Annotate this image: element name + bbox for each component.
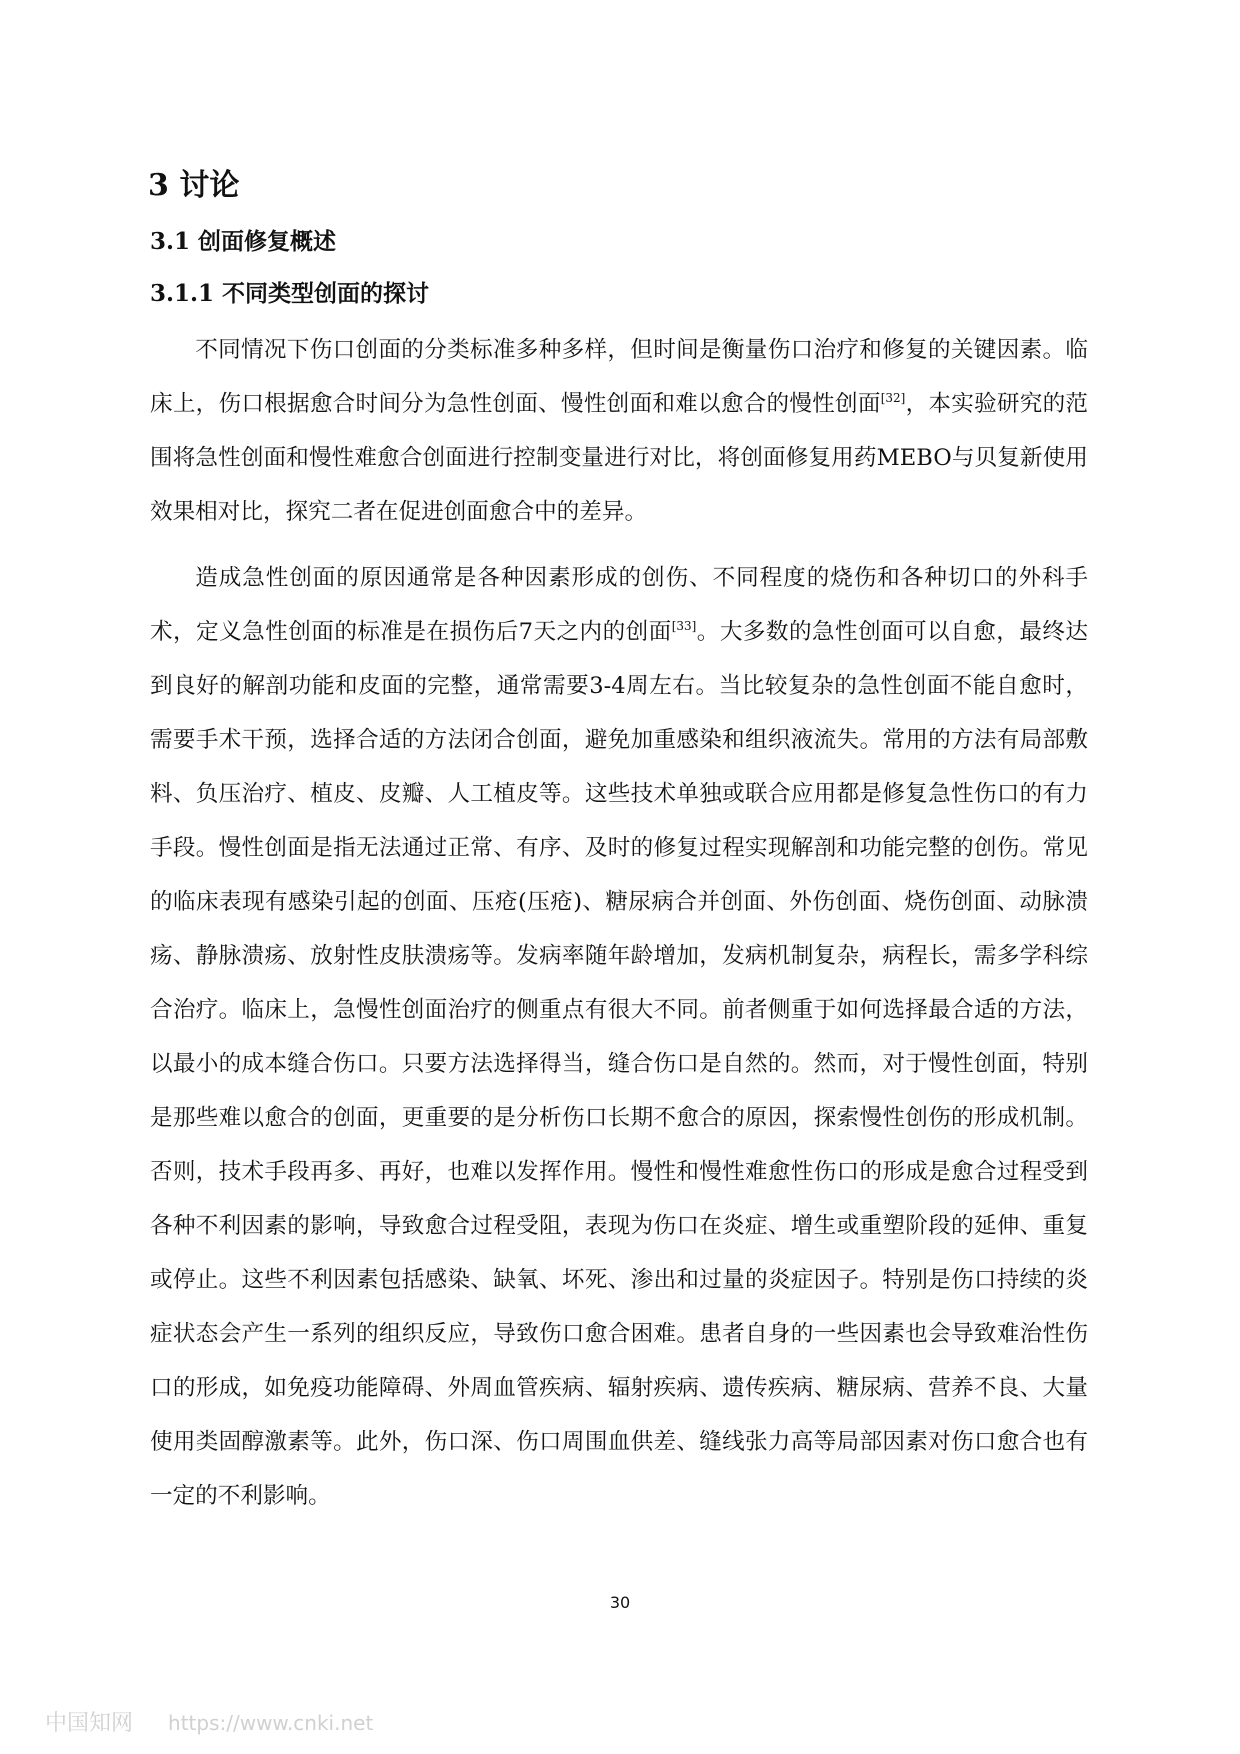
paragraph-1 bbox=[150, 323, 1088, 539]
citation-33: [33] bbox=[671, 619, 697, 633]
section-heading: 3 讨论 bbox=[148, 168, 240, 203]
paragraph-2 bbox=[150, 551, 1088, 1523]
subsubsection-heading: 3.1.1 不同类型创面的探讨 bbox=[150, 280, 430, 307]
watermark-url: https://www.cnki.net bbox=[168, 1711, 374, 1735]
paragraph-1-text-a: 不同情况下伤口创面的分类标准多种多样，但时间是衡量伤口治疗和修复的关键因素。临床上，伤口根据愈合时间分为急性创面、慢性创面和难以愈合的慢性创面 bbox=[150, 337, 1088, 417]
subsection-heading: 3.1 创面修复概述 bbox=[150, 228, 337, 255]
cnki-watermark bbox=[45, 1706, 373, 1737]
page-number: 30 bbox=[609, 1593, 631, 1612]
watermark-brand: 中国知网 bbox=[45, 1711, 134, 1736]
paragraph-1-text-b: ，本实验研究的范围将急性创面和慢性难愈合创面进行控制变量进行对比，将创面修复用药MEBO与贝复新使用效果相对比，探究二者在促进创面愈合中的差异。 bbox=[150, 391, 1088, 525]
paragraph-2-text-b: 。大多数的急性创面可以自愈，最终达到良好的解剖功能和皮面的完整，通常需要3-4周左右。当比较复杂的急性创面不能自愈时，需要手术干预，选择合适的方法闭合创面，避免加重感染和组织液流失。常用的方法有局部敷料、负压治疗、植皮、皮瓣、人工植皮等。这些技术单独或联合应用都是修复急性伤口的有力手段。慢性创面是指无法通过正常、有序、及时的修复过程实现解剖和功能完整的创伤。常见的临床表现有感染引起的创面、压疮(压疮)、糖尿病合并创面、外伤创面、烧伤创面、动脉溃疡、静脉溃疡、放射性皮肤溃疡等。发病率随年龄增加，发病机制复杂，病程长，需多学科综合治疗。临床上，急慢性创面治疗的侧重点有很大不同。前者侧重于如何选择最合适的方法，以最小的成本缝合伤口。只要方法选择得当，缝合伤口是自然的。然而，对于慢性创面，特别是那些难以愈合的创面，更重要的是分析伤口长期不愈合的原因，探索慢性创伤的形成机制。否则，技术手段再多、再好，也难以发挥作用。慢性和慢性难愈性伤口的形成是愈合过程受到各种不利因素的影响，导致愈合过程受阻，表现为伤口在炎症、增生或重塑阶段的延伸、重复或停止。这些不利因素包括感染、缺氧、坏死、渗出和过量的炎症因子。特别是伤口持续的炎症状态会产生一系列的组织反应，导致伤口愈合困难。患者自身的一些因素也会导致难治性伤口的形成，如免疫功能障碍、外周血管疾病、辐射疾病、遗传疾病、糖尿病、营养不良、大量使用类固醇激素等。此外，伤口深、伤口周围血供差、缝线张力高等局部因素对伤口愈合也有一定的不利影响。 bbox=[150, 619, 1089, 1509]
paragraph-2-text-a: 造成急性创面的原因通常是各种因素形成的创伤、不同程度的烧伤和各种切口的外科手术，定义急性创面的标准是在损伤后7天之内的创面 bbox=[150, 565, 1088, 645]
body-text bbox=[150, 323, 1088, 1535]
citation-32: [32] bbox=[880, 391, 906, 405]
